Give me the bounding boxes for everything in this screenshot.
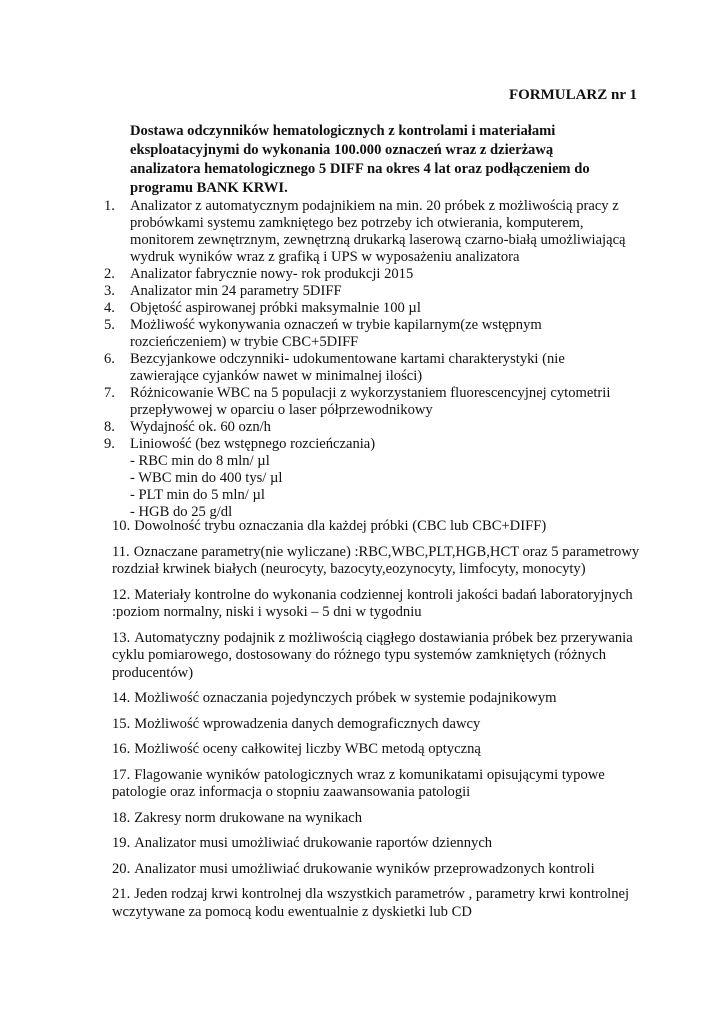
paragraph-item-number: 12. — [112, 586, 131, 603]
list-item-line: Wydajność ok. 60 ozn/h — [130, 419, 271, 435]
paragraph-item — [112, 741, 652, 759]
list-item — [104, 351, 644, 385]
list-item-line: przepływowej w oparciu o laser półprzewodnikowy — [130, 402, 433, 418]
paragraph-item — [112, 835, 652, 853]
paragraph-item-number: 14. — [112, 690, 131, 706]
list-item-line: - PLT min do 5 mln/ µl — [130, 487, 265, 503]
list-item-number: 8. — [104, 419, 115, 435]
paragraph-item-text: Analizator musi umożliwiać drukowanie raportów dziennych — [134, 835, 493, 851]
list-item — [104, 385, 644, 419]
list-item-line: rozcieńczeniem) w trybie CBC+5DIFF — [130, 334, 359, 350]
list-item — [104, 300, 644, 317]
paragraph-item — [112, 886, 652, 921]
list-item-number: 4. — [104, 300, 115, 316]
list-item-number: 5. — [104, 317, 115, 333]
paragraph-item-text: Możliwość wprowadzenia danych demograficznych dawcy — [134, 715, 481, 732]
paragraph-item-number: 17. — [112, 766, 131, 783]
list-item-line: Liniowość (bez wstępnego rozcieńczania) — [130, 436, 376, 452]
paragraph-item-text: Analizator musi umożliwiać drukowanie wyników przeprowadzonych kontroli — [134, 860, 595, 877]
list-item-line: Bezcyjankowe odczynniki- udokumentowane kartami charakterystyki (nie — [130, 351, 565, 367]
document-title: Dostawa odczynników hematologicznych z kontrolami i materiałami eksploatacyjnymi do wykonania 100.000 oznaczeń wraz z dzierżawą analizatora hematologicznego 5 DIFF na okres 4 lat oraz podłączeniem do programu BANK KRWI. — [130, 123, 590, 196]
paragraph-item-text: Materiały kontrolne do wykonania codziennej kontroli jakości badań laboratoryjnych :poziom normalny, niski i wysoki – 5 dni w tygodniu — [112, 586, 633, 620]
paragraph-item — [112, 716, 652, 734]
list-item-number: 3. — [104, 283, 115, 299]
list-item-number: 1. — [104, 198, 115, 214]
list-item-line: monitorem zewnętrznym, zewnętrzną drukarką laserową czarno-białą umożliwiającą — [130, 232, 626, 248]
list-item-line: probówkami systemu zamkniętego bez potrzeby ich otwierania, komputerem, — [130, 215, 584, 231]
list-item-line: - RBC min do 8 mln/ µl — [130, 453, 270, 469]
list-item-number: 7. — [104, 385, 115, 401]
list-item-line: Analizator min 24 parametry 5DIFF — [130, 283, 342, 299]
paragraph-item — [112, 630, 652, 683]
list-item-line: Możliwość wykonywania oznaczeń w trybie kapilarnym(ze wstępnym — [130, 317, 542, 333]
paragraph-item-text: Dowolność trybu oznaczania dla każdej próbki (CBC lub CBC+DIFF) — [134, 518, 547, 534]
list-item-number: 9. — [104, 436, 115, 452]
list-item — [104, 317, 644, 351]
list-item-line: Różnicowanie WBC na 5 populacji z wykorzystaniem fluorescencyjnej cytometrii — [130, 385, 611, 401]
paragraph-item-text: Możliwość oceny całkowitej liczby WBC metodą optyczną — [134, 741, 481, 757]
list-item-line: - HGB do 25 g/dl — [130, 504, 233, 520]
paragraph-item-number: 16. — [112, 741, 131, 757]
paragraph-item-text: Oznaczane parametry(nie wyliczane) :RBC,WBC,PLT,HGB,HCT oraz 5 parametrowy rozdział krwinek białych (neurocyty, bazocyty,eozynocyty, limfocyty, monocyty) — [112, 543, 640, 577]
paragraph-item — [112, 861, 652, 879]
paragraph-item-text: Automatyczny podajnik z możliwością ciągłego dostawiania próbek bez przerywania cyklu pomiarowego, dostosowany do różnego typu systemów zamkniętych (różnych producentów) — [112, 629, 633, 681]
paragraph-item-number: 21. — [112, 886, 131, 902]
list-item-number: 6. — [104, 351, 115, 367]
paragraph-item-text: Zakresy norm drukowane na wynikach — [134, 809, 362, 826]
paragraph-item-number: 10. — [112, 518, 131, 534]
list-item-line: Analizator z automatycznym podajnikiem na min. 20 próbek z możliwością pracy z — [130, 198, 619, 214]
paragraph-item-text: Jeden rodzaj krwi kontrolnej dla wszystkich parametrów , parametry krwi kontrolnej wczytywane za pomocą kodu ewentualnie z dyskietki lub CD — [112, 886, 630, 920]
list-item — [104, 266, 644, 283]
paragraph-item — [112, 587, 652, 622]
form-number: FORMULARZ nr 1 — [508, 87, 637, 103]
paragraph-item-number: 19. — [112, 835, 131, 851]
list-item — [104, 283, 644, 300]
list-item-line: wydruk wyników wraz z grafiką i UPS w wyposażeniu analizatora — [130, 249, 520, 265]
numbered-list — [104, 198, 644, 521]
paragraph-item-number: 20. — [112, 860, 131, 877]
paragraph-item — [112, 544, 652, 579]
paragraph-item-number: 15. — [112, 715, 131, 732]
list-item-line: - WBC min do 400 tys/ µl — [130, 470, 283, 486]
list-item-line: zawierające cyjanków nawet w minimalnej ilości) — [130, 368, 423, 384]
paragraph-item — [112, 518, 652, 536]
paragraph-item-text: Możliwość oznaczania pojedynczych próbek w systemie podajnikowym — [134, 690, 557, 706]
paragraph-list — [112, 518, 652, 929]
list-item-number: 2. — [104, 266, 115, 282]
paragraph-item-number: 11. — [112, 543, 130, 560]
paragraph-item — [112, 810, 652, 828]
list-item-line: Analizator fabrycznie nowy- rok produkcji 2015 — [130, 266, 414, 282]
list-item-line: Objętość aspirowanej próbki maksymalnie 100 µl — [130, 300, 421, 316]
list-item — [104, 419, 644, 436]
paragraph-item-text: Flagowanie wyników patologicznych wraz z komunikatami opisującymi typowe patologie oraz informacja o stopniu zaawansowania patologii — [112, 766, 605, 800]
paragraph-item-number: 13. — [112, 629, 131, 646]
paragraph-item — [112, 767, 652, 802]
paragraph-item-number: 18. — [112, 809, 131, 826]
list-item — [104, 198, 644, 266]
list-item — [104, 436, 644, 521]
paragraph-item — [112, 690, 652, 708]
